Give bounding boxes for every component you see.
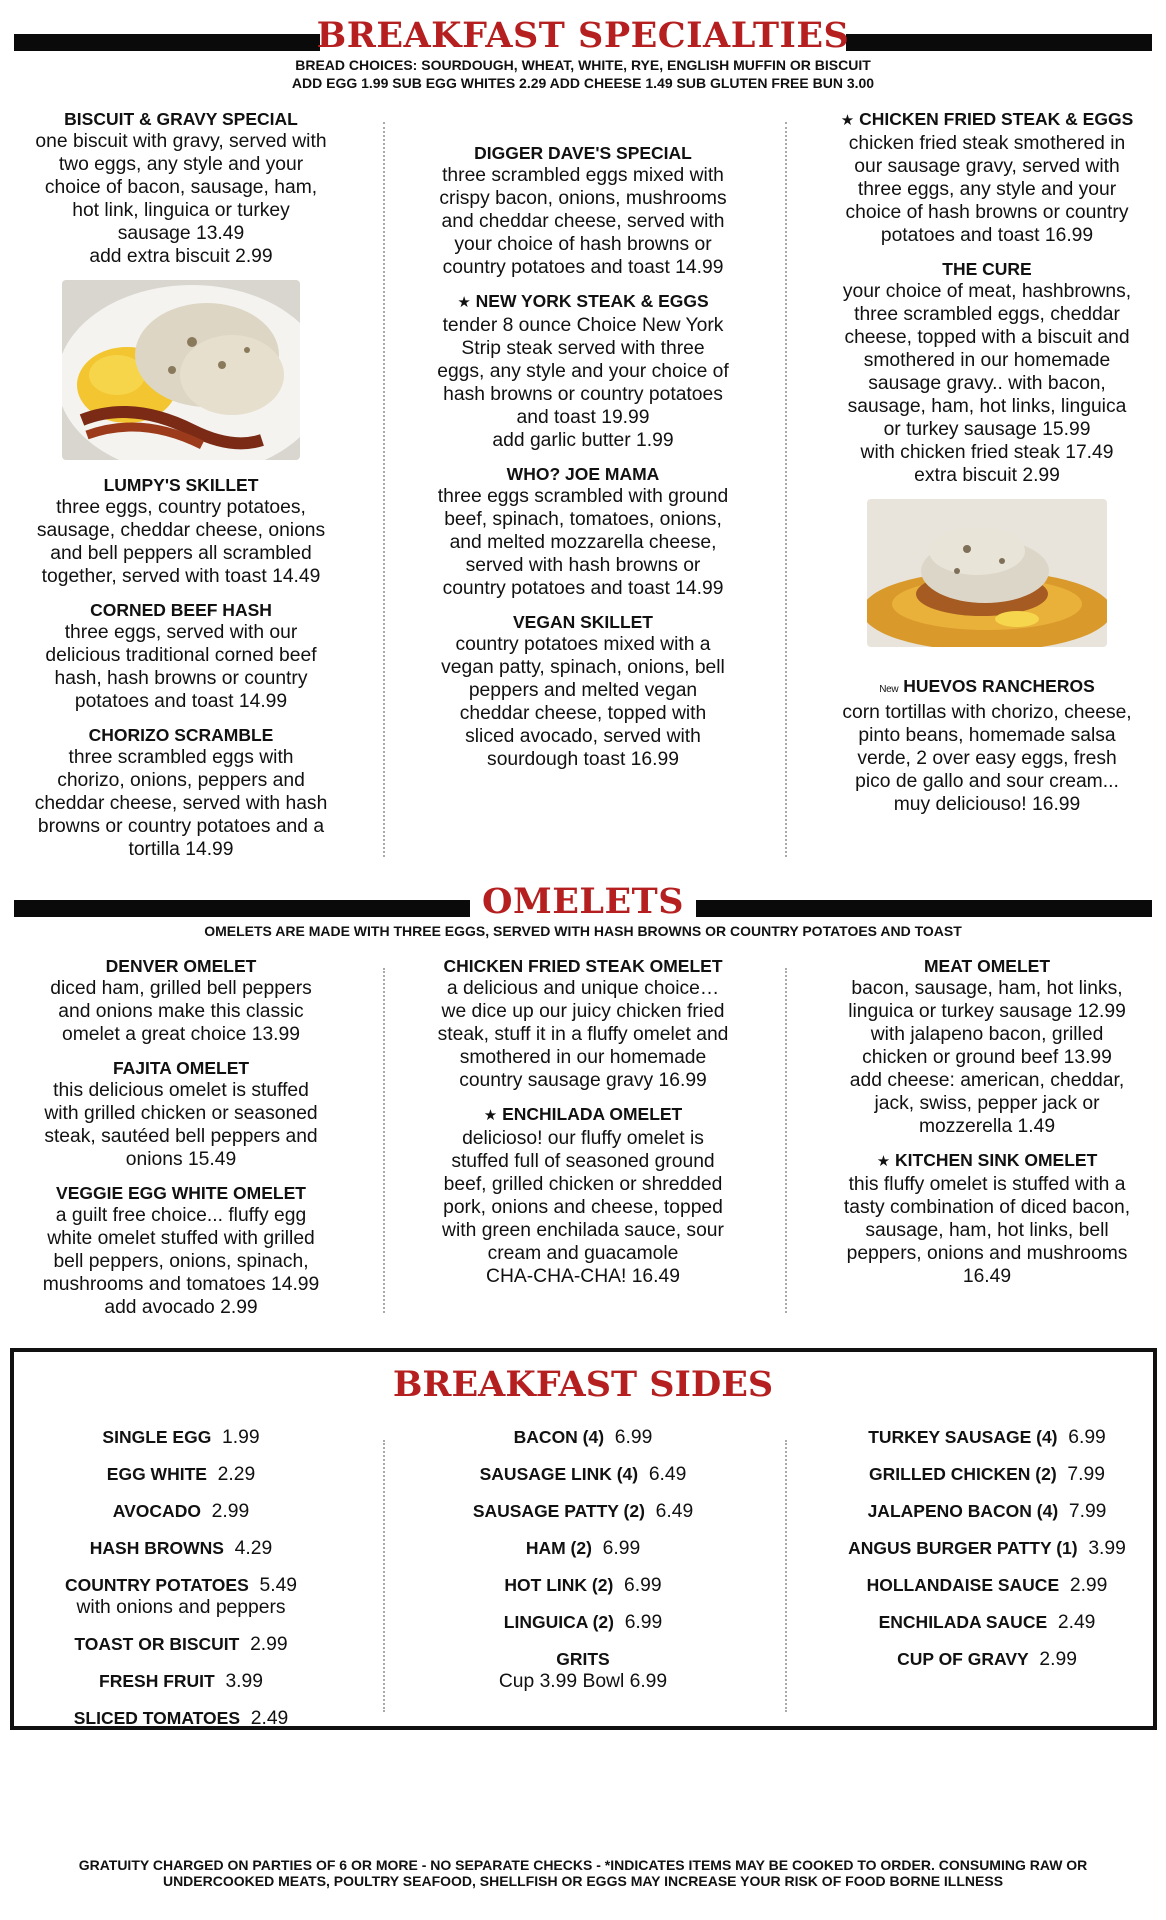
- omelets-column-1: [14, 955, 348, 1330]
- item-desc: hot link, linguica or turkey: [72, 200, 290, 221]
- item-desc: sliced avocado, served with: [465, 726, 701, 747]
- item-desc: verde, 2 over easy eggs, fresh: [857, 748, 1117, 769]
- item-name: CHORIZO SCRAMBLE: [88, 725, 274, 745]
- item-price: and toast 19.99: [516, 407, 650, 428]
- omelets-divider-1: [383, 968, 385, 1313]
- item-desc: and cheddar cheese, served with: [441, 211, 725, 232]
- item-name: FAJITA OMELET: [112, 1058, 250, 1078]
- item-desc: Strip steak served with three: [461, 338, 705, 359]
- item-addon: add cheese: american, cheddar,: [849, 1070, 1125, 1091]
- side-price: 2.49: [1057, 1612, 1096, 1633]
- side-name: HASH BROWNS: [89, 1538, 224, 1558]
- item-price: country sausage gravy 16.99: [459, 1070, 707, 1091]
- footer-line: UNDERCOOKED MEATS, POULTRY SEAFOOD, SHELLFISH OR EGGS MAY INCREASE YOUR RISK OF FOOD BORNE ILLNESS: [162, 1873, 1004, 1889]
- item-desc: pork, onions and cheese, topped: [443, 1197, 723, 1218]
- item-desc: a guilt free choice... fluffy egg: [55, 1205, 307, 1226]
- item-price: sausage 13.49: [117, 223, 245, 244]
- side-item: [416, 1648, 750, 1693]
- sides-divider-1: [383, 1440, 385, 1712]
- item-desc: three eggs scrambled with ground: [437, 486, 729, 507]
- item-desc: your choice of hash browns or: [454, 234, 712, 255]
- menu-item-meat-omelet: [820, 955, 1154, 1138]
- item-name: [416, 1103, 750, 1127]
- menu-item-corned-beef-hash: [14, 599, 348, 713]
- item-name: VEGAN SKILLET: [512, 612, 653, 632]
- item-desc: sausage, ham, hot links, bell: [865, 1220, 1109, 1241]
- item-desc: two eggs, any style and your: [58, 154, 304, 175]
- side-name: GRILLED CHICKEN (2): [869, 1464, 1057, 1484]
- item-price: country potatoes and toast 14.99: [442, 257, 724, 278]
- side-price: 7.99: [1067, 1464, 1105, 1485]
- menu-item-vegan-skillet: [416, 611, 750, 771]
- menu-item-new-york-steak: [416, 290, 750, 452]
- item-price: or turkey sausage 15.99: [883, 419, 1091, 440]
- item-desc: diced ham, grilled bell peppers: [50, 978, 312, 999]
- side-name: AVOCADO: [112, 1501, 201, 1521]
- menu-item-chorizo-scramble: [14, 724, 348, 861]
- add-ons-line: ADD EGG 1.99 SUB EGG WHITES 2.29 ADD CHEESE 1.49 SUB GLUTEN FREE BUN 3.00: [291, 75, 875, 91]
- item-desc: and melted mozzarella cheese,: [449, 532, 717, 553]
- item-desc: with jalapeno bacon, grilled: [870, 1024, 1104, 1045]
- side-price: 4.29: [234, 1538, 273, 1559]
- item-desc: three scrambled eggs, cheddar: [854, 304, 1120, 325]
- omelets-note: [0, 922, 1166, 940]
- bread-choices-note: [0, 56, 1166, 92]
- item-desc: steak, sautéed bell peppers and: [44, 1126, 318, 1147]
- item-desc: cream and guacamole: [487, 1243, 679, 1264]
- side-name: SAUSAGE PATTY (2): [472, 1501, 645, 1521]
- menu-item-denver-omelet: [14, 955, 348, 1046]
- side-price: 2.99: [1039, 1649, 1077, 1670]
- side-name: HAM (2): [525, 1538, 592, 1558]
- omelets-column-2: [416, 955, 750, 1299]
- item-desc: chicken fried steak smothered in: [848, 133, 1126, 154]
- biscuit-gravy-photo: [62, 280, 300, 460]
- item-name: [820, 1149, 1154, 1173]
- item-name-text: HUEVOS RANCHEROS: [903, 676, 1095, 696]
- item-desc: beef, spinach, tomatoes, onions,: [444, 509, 722, 530]
- side-name: ANGUS BURGER PATTY (1): [848, 1538, 1078, 1558]
- breakfast-sides-title: BREAKFAST SIDES: [392, 1364, 774, 1405]
- item-desc: hash, hash browns or country: [54, 668, 308, 689]
- menu-item-digger-daves: [416, 142, 750, 279]
- omelets-divider-2: [785, 968, 787, 1313]
- item-desc: pico de gallo and sour cream...: [855, 771, 1119, 792]
- breakfast-column-1: [14, 108, 348, 872]
- side-name: SLICED TOMATOES: [73, 1708, 241, 1728]
- star-icon: ★: [840, 112, 855, 129]
- menu-item-chicken-fried-steak-omelet: [416, 955, 750, 1092]
- item-desc: this delicious omelet is stuffed: [53, 1080, 309, 1101]
- item-price: 16.49: [962, 1266, 1012, 1287]
- item-name: [820, 108, 1154, 132]
- side-item: [820, 1574, 1154, 1597]
- side-item: [416, 1574, 750, 1597]
- menu-item-veggie-egg-white-omelet: [14, 1182, 348, 1319]
- item-desc: peppers and melted vegan: [468, 680, 698, 701]
- item-price: CHA-CHA-CHA! 16.49: [486, 1266, 680, 1287]
- side-price: 2.99: [211, 1501, 250, 1522]
- the-cure-photo: [867, 499, 1107, 647]
- side-price: 3.99: [225, 1671, 263, 1692]
- item-desc: crispy bacon, onions, mushrooms: [439, 188, 727, 209]
- item-price: muy deliciouso! 16.99: [893, 794, 1081, 815]
- bread-choices-line: BREAD CHOICES: SOURDOUGH, WHEAT, WHITE, RYE, ENGLISH MUFFIN OR BISCUIT: [295, 57, 871, 73]
- item-desc: sausage, ham, hot links, linguica: [847, 396, 1127, 417]
- item-desc: delicioso! our fluffy omelet is: [462, 1128, 704, 1149]
- item-desc: a delicious and unique choice…: [446, 978, 720, 999]
- side-name: SAUSAGE LINK (4): [479, 1464, 639, 1484]
- item-desc: vegan patty, spinach, onions, bell: [441, 657, 725, 678]
- item-name: CHICKEN FRIED STEAK OMELET: [443, 956, 723, 976]
- side-name: GRITS: [556, 1649, 610, 1669]
- item-desc: and onions make this classic: [58, 1001, 304, 1022]
- side-price: 3.99: [1088, 1538, 1126, 1559]
- item-addon: with chicken fried steak 17.49: [860, 442, 1114, 463]
- item-desc: smothered in our homemade: [459, 1047, 707, 1068]
- side-name: CUP OF GRAVY: [897, 1649, 1029, 1669]
- side-price: 6.49: [655, 1501, 694, 1522]
- item-desc: three scrambled eggs mixed with: [442, 165, 724, 186]
- side-price: 6.49: [648, 1464, 687, 1485]
- side-item: [14, 1537, 348, 1560]
- omelets-title: OMELETS: [481, 881, 684, 922]
- footer-line: GRATUITY CHARGED ON PARTIES OF 6 OR MORE - NO SEPARATE CHECKS - *INDICATES ITEMS MAY BE COOKED TO ORDER. CONSUMING RAW OR: [78, 1857, 1088, 1873]
- the-cure-image: [867, 499, 1107, 647]
- side-price: 6.99: [614, 1427, 653, 1448]
- item-addon: extra biscuit 2.99: [914, 465, 1060, 486]
- side-name: HOLLANDAISE SAUCE: [866, 1575, 1060, 1595]
- side-item: [14, 1633, 348, 1656]
- side-name: TURKEY SAUSAGE (4): [868, 1427, 1058, 1447]
- menu-item-chicken-fried-steak-eggs: [820, 108, 1154, 247]
- item-desc: steak, stuff it in a fluffy omelet and: [437, 1024, 729, 1045]
- item-desc: country potatoes mixed with a: [455, 634, 711, 655]
- side-name: FRESH FRUIT: [99, 1671, 215, 1691]
- breakfast-column-3: [820, 108, 1154, 827]
- biscuit-gravy-image: [62, 280, 300, 460]
- menu-item-huevos-rancheros: [820, 675, 1154, 816]
- side-name: BACON (4): [513, 1427, 605, 1447]
- new-badge: New: [879, 684, 899, 695]
- menu-item-who-joe-mama: [416, 463, 750, 600]
- item-desc: bell peppers, onions, spinach,: [53, 1251, 309, 1272]
- side-note: with onions and peppers: [76, 1597, 286, 1618]
- item-desc: hash browns or country potatoes: [443, 384, 723, 405]
- omelets-column-3: [820, 955, 1154, 1299]
- menu-item-biscuit-gravy: [14, 108, 348, 268]
- side-item: [416, 1426, 750, 1449]
- item-name: LUMPY'S SKILLET: [103, 475, 259, 495]
- item-desc: corn tortillas with chorizo, cheese,: [842, 702, 1132, 723]
- side-name: JALAPENO BACON (4): [867, 1501, 1059, 1521]
- side-item: [820, 1500, 1154, 1523]
- item-desc: delicious traditional corned beef: [45, 645, 317, 666]
- item-desc: sausage, cheddar cheese, onions: [36, 520, 326, 541]
- item-desc: our sausage gravy, served with: [854, 156, 1120, 177]
- item-desc: your choice of meat, hashbrowns,: [842, 281, 1132, 302]
- item-addon: jack, swiss, pepper jack or: [874, 1093, 1100, 1114]
- breakfast-column-2: [416, 142, 750, 782]
- item-desc: cheese, topped with a biscuit and: [844, 327, 1130, 348]
- item-price: omelet a great choice 13.99: [62, 1024, 300, 1045]
- sides-column-3: [820, 1426, 1154, 1685]
- breakfast-title: BREAKFAST SPECIALTIES: [316, 15, 850, 56]
- side-item: [820, 1426, 1154, 1449]
- item-desc: peppers, onions and mushrooms: [846, 1243, 1128, 1264]
- item-desc: bacon, sausage, ham, hot links,: [851, 978, 1123, 999]
- menu-item-lumpys-skillet: [14, 474, 348, 588]
- item-name: BISCUIT & GRAVY SPECIAL: [64, 109, 298, 129]
- item-price: mushrooms and tomatoes 14.99: [42, 1274, 320, 1295]
- side-price: 2.99: [250, 1634, 288, 1655]
- breakfast-divider-1: [383, 122, 385, 857]
- item-desc: with green enchilada sauce, sour: [442, 1220, 724, 1241]
- item-desc: beef, grilled chicken or shredded: [443, 1174, 723, 1195]
- side-price: 7.99: [1068, 1501, 1107, 1522]
- item-desc: one biscuit with gravy, served with: [35, 131, 327, 152]
- item-desc: with grilled chicken or seasoned: [44, 1103, 318, 1124]
- star-icon: ★: [876, 1153, 891, 1170]
- item-desc: served with hash browns or: [465, 555, 701, 576]
- side-price: 5.49: [259, 1575, 298, 1596]
- side-item: [14, 1670, 348, 1693]
- side-item: [820, 1537, 1154, 1560]
- item-price: potatoes and toast 16.99: [880, 225, 1094, 246]
- item-desc: pinto beans, homemade salsa: [858, 725, 1116, 746]
- sides-column-2: [416, 1426, 750, 1707]
- item-price: chicken or ground beef 13.99: [862, 1047, 1112, 1068]
- side-item: [416, 1611, 750, 1634]
- item-name-text: NEW YORK STEAK & EGGS: [475, 291, 709, 311]
- item-desc: choice of hash browns or country: [845, 202, 1129, 223]
- item-desc: this fluffy omelet is stuffed with a: [848, 1174, 1126, 1195]
- item-price: country potatoes and toast 14.99: [442, 578, 724, 599]
- item-desc: smothered in our homemade: [863, 350, 1111, 371]
- side-item: [820, 1611, 1154, 1634]
- item-desc: stuffed full of seasoned ground: [451, 1151, 715, 1172]
- item-desc: and bell peppers all scrambled: [50, 543, 312, 564]
- menu-item-fajita-omelet: [14, 1057, 348, 1171]
- side-name: ENCHILADA SAUCE: [878, 1612, 1048, 1632]
- side-price: 6.99: [624, 1612, 663, 1633]
- item-price: tortilla 14.99: [128, 839, 234, 860]
- item-name: [416, 290, 750, 314]
- sides-divider-2: [785, 1440, 787, 1712]
- side-name: SINGLE EGG: [102, 1427, 212, 1447]
- item-desc: white omelet stuffed with grilled: [47, 1228, 315, 1249]
- menu-item-the-cure: [820, 258, 1154, 487]
- item-desc: choice of bacon, sausage, ham,: [44, 177, 318, 198]
- item-desc: cheddar cheese, served with hash: [34, 793, 328, 814]
- item-addon: mozzerella 1.49: [918, 1116, 1056, 1137]
- item-name: VEGGIE EGG WHITE OMELET: [56, 1183, 306, 1203]
- side-name: COUNTRY POTATOES: [64, 1575, 249, 1595]
- side-note: Cup 3.99 Bowl 6.99: [498, 1671, 668, 1692]
- item-desc: cheddar cheese, topped with: [459, 703, 707, 724]
- star-icon: ★: [483, 1107, 498, 1124]
- omelets-banner: [14, 882, 1152, 922]
- menu-item-enchilada-omelet: [416, 1103, 750, 1288]
- footer-disclaimer: [0, 1857, 1166, 1889]
- side-item: [820, 1648, 1154, 1671]
- side-item: [416, 1500, 750, 1523]
- item-price: potatoes and toast 14.99: [74, 691, 288, 712]
- item-desc: chorizo, onions, peppers and: [57, 770, 305, 791]
- item-desc: tasty combination of diced bacon,: [843, 1197, 1131, 1218]
- side-item: [14, 1707, 348, 1730]
- side-item: [416, 1537, 750, 1560]
- side-name: TOAST OR BISCUIT: [74, 1634, 240, 1654]
- omelets-note-line: OMELETS ARE MADE WITH THREE EGGS, SERVED WITH HASH BROWNS OR COUNTRY POTATOES AND TOAST: [204, 923, 962, 939]
- side-price: 6.99: [1068, 1427, 1106, 1448]
- breakfast-divider-2: [785, 122, 787, 857]
- item-name: DENVER OMELET: [105, 956, 257, 976]
- side-price: 6.99: [624, 1575, 662, 1596]
- item-price: onions 15.49: [125, 1149, 237, 1170]
- item-desc: three eggs, served with our: [64, 622, 298, 643]
- item-name: CORNED BEEF HASH: [90, 600, 272, 620]
- side-price: 1.99: [222, 1427, 260, 1448]
- item-desc: we dice up our juicy chicken fried: [441, 1001, 725, 1022]
- side-name: EGG WHITE: [106, 1464, 207, 1484]
- item-name-text: KITCHEN SINK OMELET: [895, 1150, 1098, 1170]
- item-addon: add extra biscuit 2.99: [89, 246, 273, 267]
- item-desc: tender 8 ounce Choice New York: [442, 315, 724, 336]
- side-item: [14, 1426, 348, 1449]
- item-name: DIGGER DAVE'S SPECIAL: [474, 143, 692, 163]
- side-price: 2.99: [1069, 1575, 1108, 1596]
- item-desc: three eggs, country potatoes,: [56, 497, 306, 518]
- side-item: [14, 1500, 348, 1523]
- item-price: sourdough toast 16.99: [487, 749, 679, 770]
- side-item: [820, 1463, 1154, 1486]
- side-name: LINGUICA (2): [503, 1612, 614, 1632]
- side-item: [14, 1574, 348, 1619]
- item-name: MEAT OMELET: [923, 956, 1051, 976]
- menu-item-kitchen-sink-omelet: [820, 1149, 1154, 1288]
- side-price: 6.99: [602, 1538, 641, 1559]
- item-addon: add avocado 2.99: [104, 1297, 258, 1318]
- item-name-text: CHICKEN FRIED STEAK & EGGS: [859, 109, 1134, 129]
- breakfast-banner: [14, 16, 1152, 56]
- item-desc: sausage gravy.. with bacon,: [868, 373, 1106, 394]
- side-price: 2.29: [217, 1464, 256, 1485]
- item-price: together, served with toast 14.49: [41, 566, 321, 587]
- item-name: WHO? JOE MAMA: [506, 464, 660, 484]
- side-item: [14, 1463, 348, 1486]
- item-name: THE CURE: [942, 259, 1032, 279]
- side-item: [416, 1463, 750, 1486]
- side-name: HOT LINK (2): [504, 1575, 614, 1595]
- item-desc: eggs, any style and your choice of: [437, 361, 729, 382]
- item-desc: browns or country potatoes and a: [37, 816, 325, 837]
- side-price: 2.49: [250, 1708, 289, 1729]
- sides-column-1: [14, 1426, 348, 1744]
- item-price: linguica or turkey sausage 12.99: [848, 1001, 1126, 1022]
- item-name-text: ENCHILADA OMELET: [502, 1104, 683, 1124]
- item-desc: three scrambled eggs with: [68, 747, 294, 768]
- item-name: [820, 675, 1154, 701]
- star-icon: ★: [457, 294, 471, 311]
- item-desc: three eggs, any style and your: [857, 179, 1117, 200]
- item-addon: add garlic butter 1.99: [492, 430, 674, 451]
